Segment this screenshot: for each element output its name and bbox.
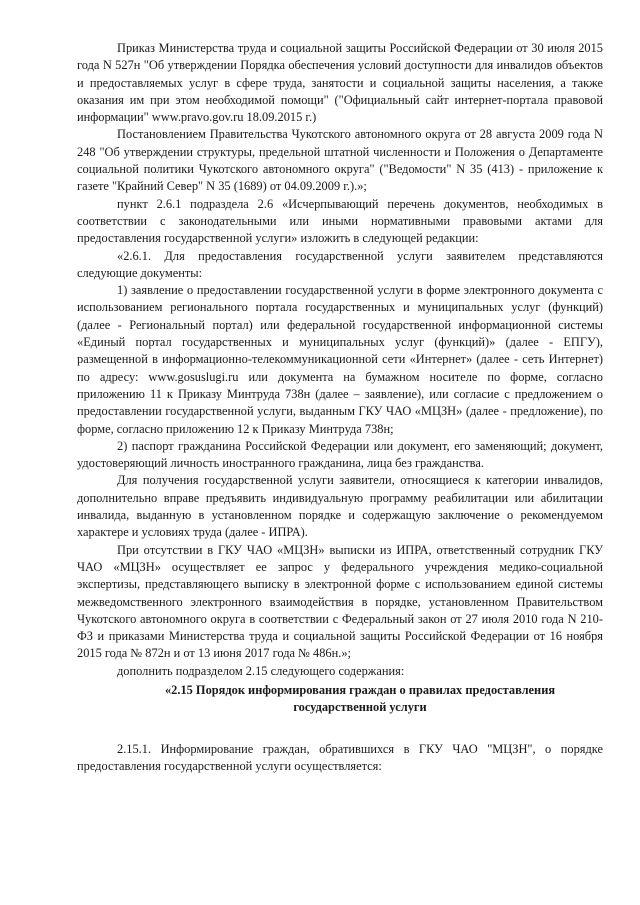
document-body (77, 40, 603, 775)
paragraph-ipra: Для получения государственной услуги заявители, относящиеся к категории инвалидов, дополнительно вправе предъявить индивидуальную программу реабилитации или абилитации инвалида, выданную в установленном порядке и содержащую заключение о рекомендуемом характере и условиях труда (далее - ИПРА). (77, 473, 603, 540)
paragraph-2-15-1: 2.15.1. Информирование граждан, обратившихся в ГКУ ЧАО "МЦЗН", о порядке предоставления государственной услуги осуществляется: (77, 741, 603, 773)
paragraph-order-527n: Приказ Министерства труда и социальной защиты Российской Федерации от 30 июля 2015 года N 527н "Об утверждении Порядка обеспечения условий доступности для инвалидов объектов и предоставляемых услуг в сфере труда, занятости и социальной защиты населения, а также оказания им при этом необходимой помощи" ("Официальный сайт интернет-портала правовой информации" www.pravo.gov.ru 18.09.2015 г.) (77, 41, 603, 125)
paragraph-resolution-248: Постановлением Правительства Чукотского автономного округа от 28 августа 2009 года N 248 "Об утверждении структуры, предельной штатной численности и Положения о Департаменте социальной политики Чукотского автономного округа" ("Ведомости" N 35 (413) - приложение к газете "Крайний Север" N 35 (1689) от 04.09.2009 г.).»; (77, 127, 603, 194)
paragraph-ipra-request: При отсутствии в ГКУ ЧАО «МЦЗН» выписки из ИПРА, ответственный сотрудник ГКУ ЧАО «МЦЗН» осуществляет ее запрос у федерального учреждения медико-социальной экспертизы, представляющего выписку в электронной форме с использованием единой системы межведомственного электронного взаимодействия в порядке, установленном Правительством Чукотского автономного округа в соответствии с Федеральный закон от 27 июля 2010 года N 210-ФЗ и приказами Министерства труда и социальной защиты Российской Федерации от 16 ноября 2015 года № 872н и от 13 июня 2017 года № 486н.»; (77, 542, 603, 661)
section-heading-2-15: «2.15 Порядок информирования граждан о правилах предоставления государственной услуги (164, 682, 556, 715)
paragraph-2-6-1-intro: «2.6.1. Для предоставления государственной услуги заявителем представляются следующие документы: (77, 248, 603, 280)
paragraph-item-2-6-1: пункт 2.6.1 подраздела 2.6 «Исчерпывающий перечень документов, необходимых в соответствии с законодательными или иными нормативными правовыми актами для предоставления государственной услуги» изложить в следующей редакции: (77, 196, 603, 246)
paragraph-add-subsection: дополнить подразделом 2.15 следующего содержания: (117, 663, 405, 678)
spacer (77, 717, 603, 741)
paragraph-list-item-2: 2) паспорт гражданина Российской Федерации или документ, его заменяющий; документ, удостоверяющий личность иностранного гражданина, лица без гражданства. (77, 438, 603, 471)
paragraph-list-item-1: 1) заявление о предоставлении государственной услуги в форме электронного документа с использованием регионального портала государственных и муниципальных услуг (функций) (далее - Региональный портал) или федеральной государственной информационной системы «Единый портал государственных и муниципальных услуг (функций)» (далее - ЕПГУ), размещенной в информационно-телекоммуникационной сети «Интернет» (далее - сеть Интернет) по адресу: www.gosuslugi.ru или документа на бумажном носителе по форме, согласно приложению 11 к Приказу Минтруда 738н (далее – заявление), или согласие с предложением о предоставлении государственной услуги, выданным ГКУ ЧАО «МЦЗН» (далее - предложение), по форме, согласно приложению 12 к Приказу Минтруда 738н; (77, 283, 603, 436)
